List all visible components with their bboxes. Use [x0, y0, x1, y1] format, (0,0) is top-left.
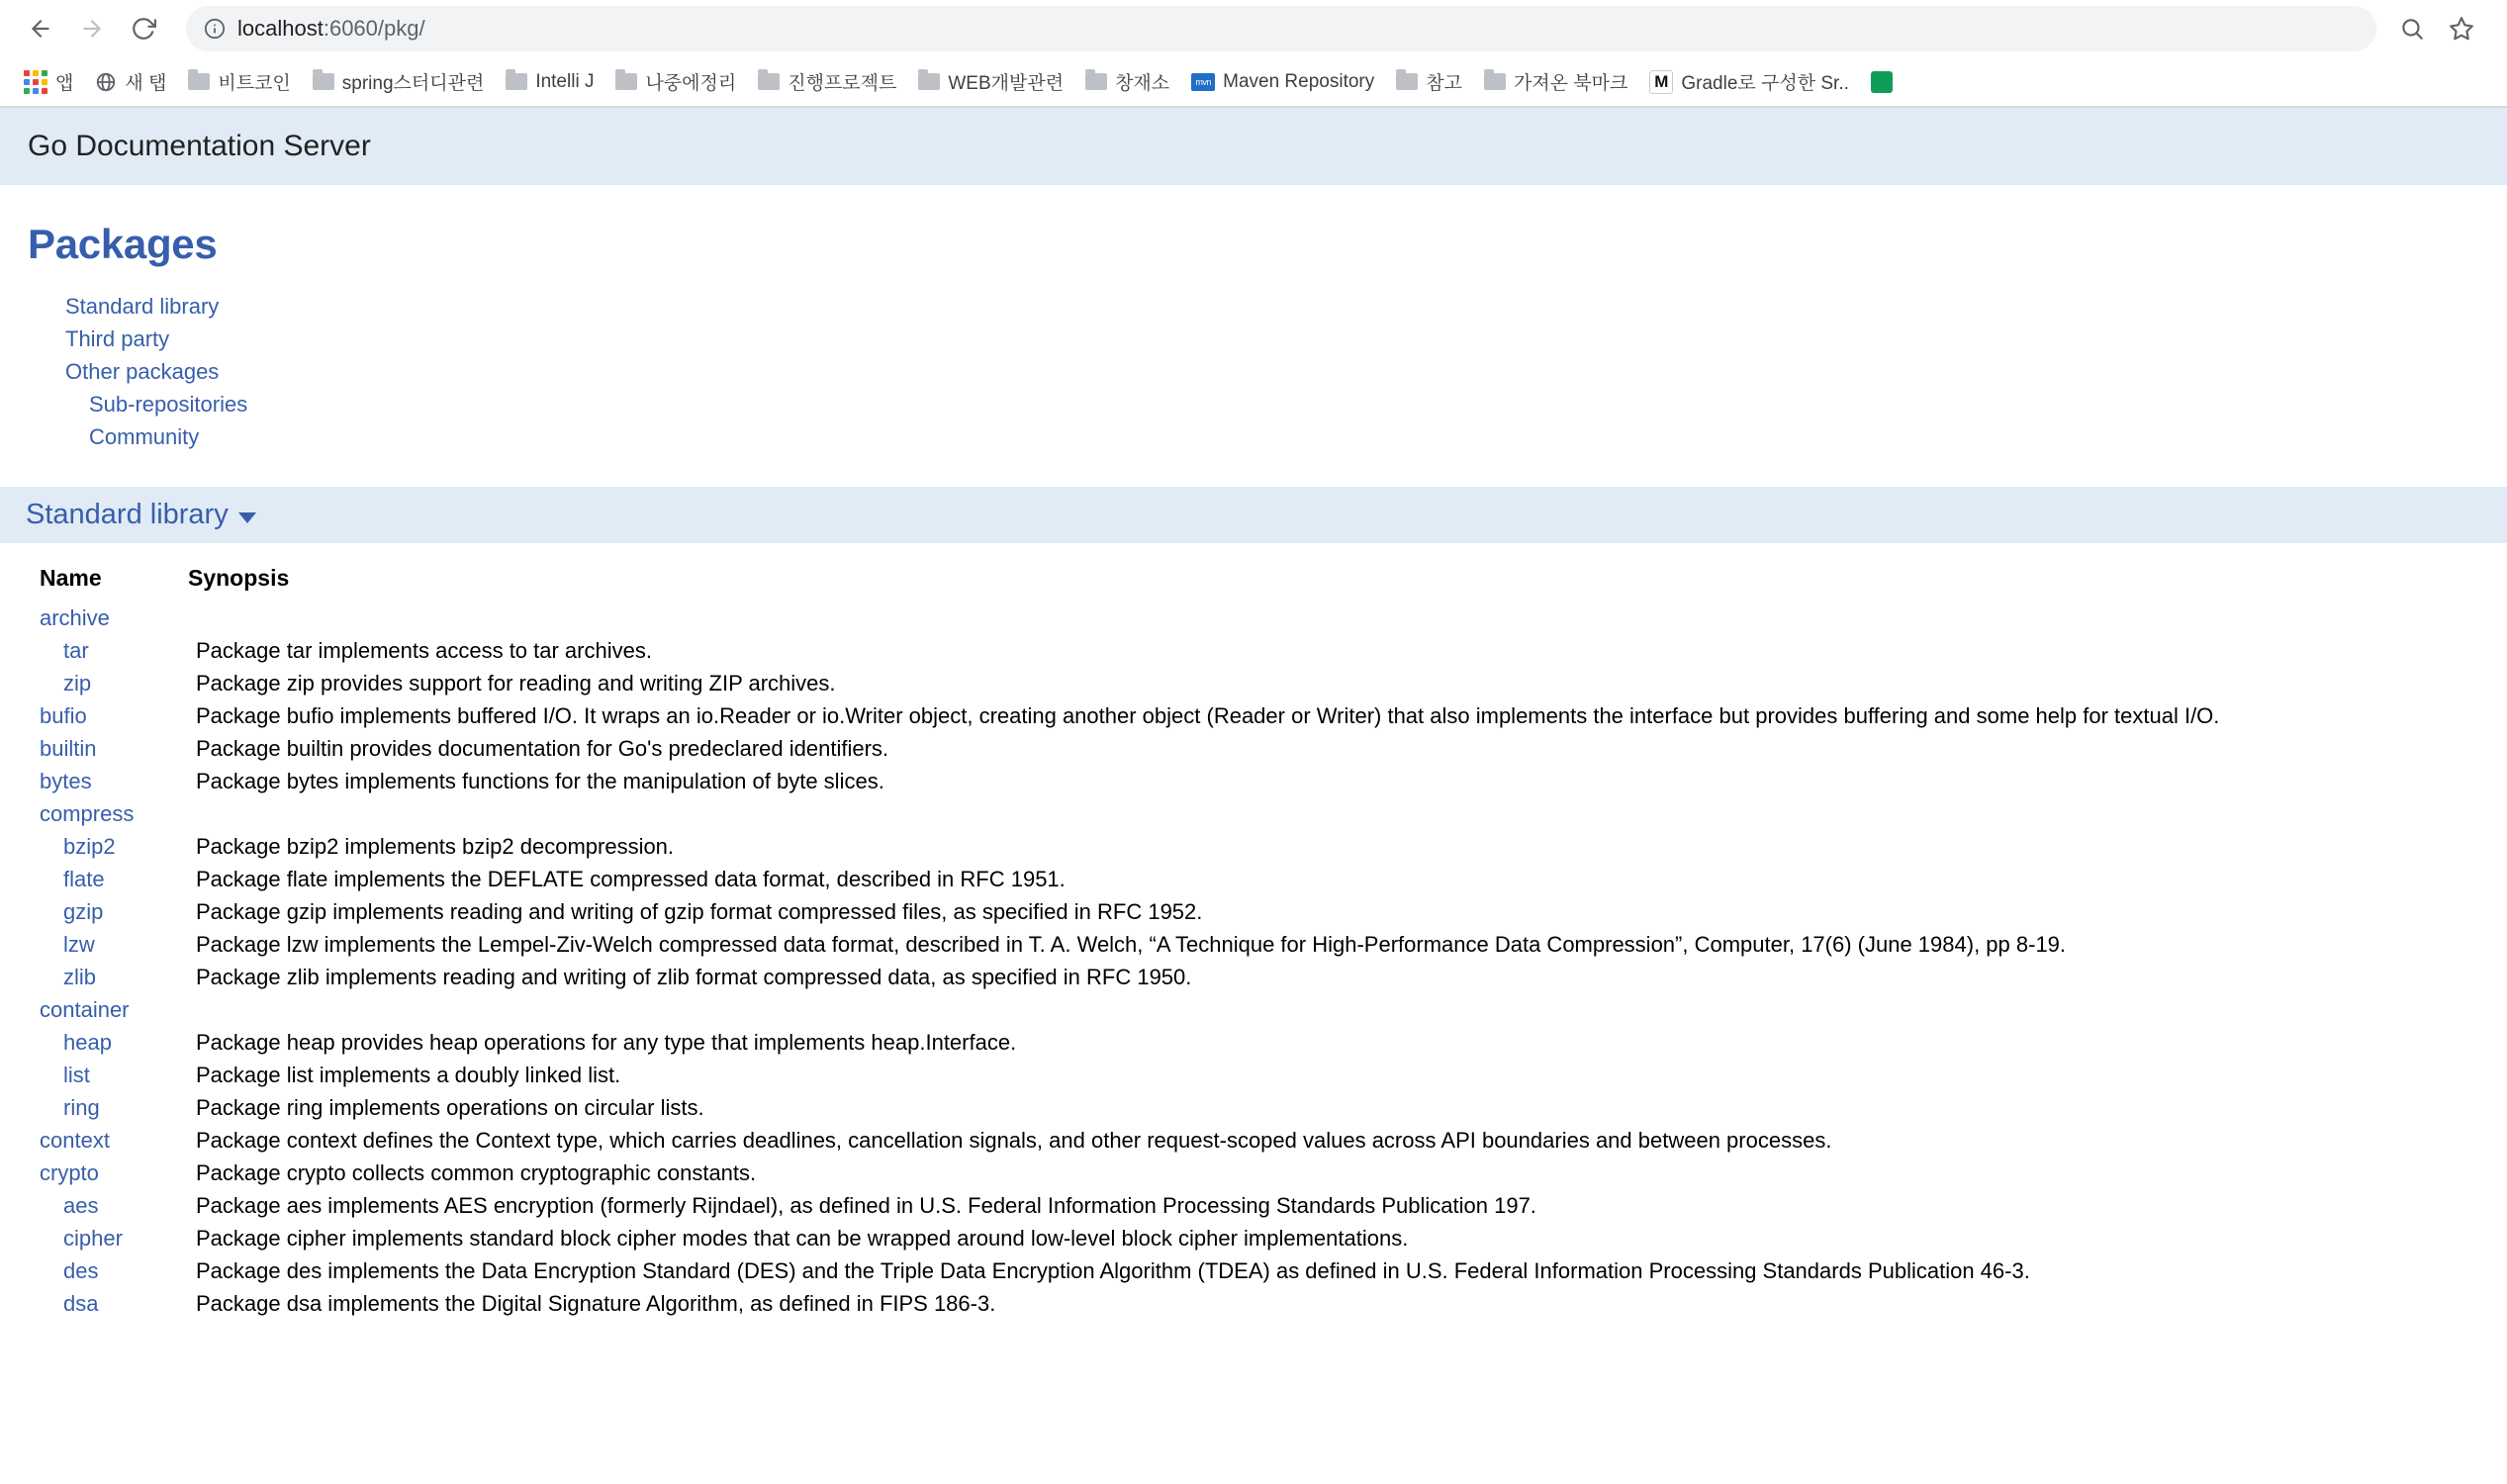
- address-bar[interactable]: [186, 6, 2376, 51]
- package-link[interactable]: context: [40, 1128, 110, 1153]
- toc-item-other-packages: [28, 355, 2479, 388]
- bookmark-folder-projects[interactable]: [748, 62, 906, 101]
- folder-icon: [1085, 73, 1107, 90]
- green-square-icon: [1871, 71, 1893, 93]
- maven-icon: mvn: [1191, 73, 1215, 91]
- bookmark-label: 비트코인: [218, 73, 291, 94]
- package-synopsis-cell: Package crypto collects common cryptographic constants.: [196, 1160, 757, 1185]
- table-row: [28, 765, 2507, 797]
- folder-icon: [188, 73, 210, 90]
- package-synopsis-cell: Package zip provides support for reading and writing ZIP archives.: [196, 671, 836, 696]
- apps-grid-icon: [24, 70, 47, 94]
- package-synopsis-cell: [188, 602, 2507, 634]
- package-synopsis-cell: Package bufio implements buffered I/O. It wraps an io.Reader or io.Writer object, creating another object (Reader or Writer) that also implements the interface but provides buffering and some help for textual I/O.: [196, 703, 2220, 728]
- toc-item-standard-library: [28, 290, 2479, 323]
- browser-chrome: [0, 0, 2507, 108]
- package-synopsis-cell: Package dsa implements the Digital Signature Algorithm, as defined in FIPS 186-3.: [196, 1291, 996, 1316]
- package-link[interactable]: gzip: [63, 899, 104, 924]
- package-link[interactable]: tar: [63, 638, 89, 663]
- bookmark-label: 나중에정리: [645, 73, 737, 94]
- page-content: [0, 108, 2507, 1320]
- bookmark-label: 앱: [55, 73, 74, 94]
- search-icon: [2399, 16, 2425, 42]
- package-name-cell: [28, 634, 188, 667]
- package-synopsis-cell: Package gzip implements reading and writing of gzip format compressed files, as specified in RFC 1952.: [196, 899, 1203, 924]
- package-synopsis-cell: Package des implements the Data Encryption Standard (DES) and the Triple Data Encryption Algorithm (TDEA) as defined in U.S. Federal Information Processing Standards Publication 46-3.: [196, 1258, 2030, 1283]
- package-link[interactable]: heap: [63, 1030, 112, 1055]
- toc-link[interactable]: Other packages: [65, 359, 220, 384]
- zoom-search-button[interactable]: [2392, 9, 2432, 48]
- bookmark-folder-changjaeso[interactable]: [1075, 62, 1179, 101]
- table-row: [28, 830, 2507, 863]
- url-host: localhost: [237, 16, 324, 41]
- section-header-standard-library[interactable]: [0, 487, 2507, 543]
- url-text: [237, 16, 425, 42]
- table-row: [28, 797, 2507, 830]
- package-link[interactable]: list: [63, 1063, 90, 1087]
- arrow-left-icon: [28, 16, 53, 42]
- toolbar-actions: [2392, 9, 2489, 48]
- package-synopsis-cell: Package bytes implements functions for the manipulation of byte slices.: [196, 769, 884, 793]
- package-link[interactable]: des: [63, 1258, 99, 1283]
- folder-icon: [313, 73, 334, 90]
- page-title: Packages: [28, 221, 218, 267]
- column-header-synopsis: Synopsis: [188, 565, 290, 591]
- folder-icon: [506, 73, 527, 90]
- bookmark-new-tab[interactable]: [85, 62, 176, 101]
- toc-item-community: [28, 420, 2479, 453]
- table-row: [28, 961, 2507, 993]
- table-row: [28, 634, 2507, 667]
- toc-link[interactable]: Sub-repositories: [89, 392, 248, 417]
- column-header-name: Name: [40, 565, 102, 591]
- package-link[interactable]: container: [40, 997, 130, 1022]
- package-synopsis-cell: Package aes implements AES encryption (formerly Rijndael), as defined in U.S. Federal Information Processing Standards Publication 197.: [196, 1193, 1536, 1218]
- caret-down-icon: [238, 512, 256, 523]
- forward-button[interactable]: [69, 6, 115, 51]
- bookmarks-bar: [0, 57, 2507, 107]
- star-icon: [2449, 16, 2474, 42]
- package-name-cell: [28, 1189, 188, 1222]
- package-link[interactable]: bufio: [40, 703, 87, 728]
- bookmark-label: 새 탭: [125, 73, 167, 94]
- folder-icon: [1484, 73, 1506, 90]
- globe-icon: [95, 71, 117, 93]
- bookmark-button[interactable]: [2442, 9, 2481, 48]
- bookmark-label: Intelli J: [535, 70, 595, 92]
- package-link[interactable]: bzip2: [63, 834, 116, 859]
- bookmark-folder-reference[interactable]: [1386, 62, 1472, 101]
- bookmark-folder-bitcoin[interactable]: [178, 62, 300, 101]
- bookmark-gradle-article[interactable]: [1639, 62, 1859, 101]
- site-title: Go Documentation Server: [28, 130, 371, 162]
- table-row: [28, 1157, 2507, 1189]
- package-synopsis-cell: Package cipher implements standard block cipher modes that can be wrapped around low-level block cipher implementations.: [196, 1226, 1409, 1251]
- package-name-cell: [28, 1254, 188, 1287]
- package-synopsis-cell: Package zlib implements reading and writing of zlib format compressed data, as specified in RFC 1950.: [196, 965, 1192, 989]
- arrow-right-icon: [79, 16, 105, 42]
- package-name-cell: [28, 732, 188, 765]
- site-header: [0, 108, 2507, 185]
- package-name-cell: [28, 830, 188, 863]
- packages-table-body: [28, 602, 2507, 1320]
- package-name-cell: [28, 863, 188, 895]
- reload-button[interactable]: [121, 6, 166, 51]
- back-button[interactable]: [18, 6, 63, 51]
- table-header-row: [28, 565, 2507, 602]
- table-row: [28, 928, 2507, 961]
- bookmark-label: 가져온 북마크: [1513, 73, 1628, 94]
- table-row: [28, 993, 2507, 1026]
- bookmark-folder-intellij[interactable]: [496, 65, 604, 99]
- package-name-cell: [28, 699, 188, 732]
- bookmark-green-site[interactable]: [1861, 65, 1910, 99]
- table-row: [28, 1222, 2507, 1254]
- package-name-cell: [28, 1287, 188, 1320]
- packages-table-head: [28, 565, 2507, 602]
- package-synopsis-cell: Package flate implements the DEFLATE compressed data format, described in RFC 1951.: [196, 867, 1066, 891]
- package-link[interactable]: bytes: [40, 769, 92, 793]
- browser-toolbar: [0, 0, 2507, 57]
- package-name-cell: [28, 1026, 188, 1059]
- bookmark-label: spring스터디관련: [341, 73, 485, 94]
- package-name-cell: [28, 961, 188, 993]
- table-row: [28, 1026, 2507, 1059]
- package-link[interactable]: zlib: [63, 965, 97, 989]
- package-link[interactable]: archive: [40, 605, 110, 630]
- site-info-icon[interactable]: [204, 18, 226, 40]
- package-synopsis-cell: [188, 797, 2507, 830]
- folder-icon: [918, 73, 940, 90]
- package-link[interactable]: dsa: [63, 1291, 99, 1316]
- bookmark-apps[interactable]: [14, 62, 83, 101]
- package-name-cell: [28, 928, 188, 961]
- toc-link[interactable]: Standard library: [65, 294, 220, 319]
- folder-icon: [758, 73, 780, 90]
- package-link[interactable]: lzw: [63, 932, 95, 957]
- toc-item-third-party: [28, 323, 2479, 355]
- bookmark-label: 창재소: [1115, 73, 1170, 94]
- bookmark-folder-web[interactable]: [908, 62, 1073, 101]
- table-of-contents: [28, 290, 2479, 453]
- bookmark-folder-spring[interactable]: [303, 62, 495, 101]
- package-link[interactable]: aes: [63, 1193, 99, 1218]
- package-name-cell: [28, 667, 188, 699]
- package-link[interactable]: ring: [63, 1095, 100, 1120]
- package-synopsis-cell: Package tar implements access to tar archives.: [196, 638, 652, 663]
- table-row: [28, 699, 2507, 732]
- medium-icon: M: [1649, 70, 1673, 94]
- package-name-cell: [28, 1124, 188, 1157]
- bookmark-maven-repository[interactable]: [1181, 65, 1384, 99]
- folder-icon: [1396, 73, 1418, 90]
- table-row: [28, 1287, 2507, 1320]
- table-row: [28, 667, 2507, 699]
- package-synopsis-cell: Package heap provides heap operations for any type that implements heap.Interface.: [196, 1030, 1017, 1055]
- folder-icon: [615, 73, 637, 90]
- bookmark-label: 진행프로젝트: [788, 73, 897, 94]
- package-name-cell: [28, 1059, 188, 1091]
- table-row: [28, 1091, 2507, 1124]
- table-row: [28, 602, 2507, 634]
- package-link[interactable]: compress: [40, 801, 135, 826]
- packages-table: [28, 565, 2507, 1320]
- package-name-cell: [28, 765, 188, 797]
- bookmark-label: Maven Repository: [1223, 70, 1375, 92]
- package-name-cell: [28, 797, 188, 830]
- package-name-cell: [28, 1157, 188, 1189]
- package-link[interactable]: flate: [63, 867, 105, 891]
- package-link[interactable]: crypto: [40, 1160, 99, 1185]
- bookmark-label: Gradle로 구성한 Sr..: [1681, 73, 1849, 94]
- toc-link[interactable]: Third party: [65, 326, 170, 351]
- table-row: [28, 895, 2507, 928]
- package-synopsis-cell: Package context defines the Context type, which carries deadlines, cancellation signals, and other request-scoped values across API boundaries and between processes.: [196, 1128, 1832, 1153]
- bookmark-label: 참고: [1426, 73, 1462, 94]
- bookmark-folder-later[interactable]: [605, 62, 746, 101]
- package-synopsis-cell: Package builtin provides documentation for Go's predeclared identifiers.: [196, 736, 889, 761]
- package-name-cell: [28, 602, 188, 634]
- package-synopsis-cell: [188, 993, 2507, 1026]
- table-row: [28, 1254, 2507, 1287]
- package-name-cell: [28, 1091, 188, 1124]
- table-row: [28, 732, 2507, 765]
- package-link[interactable]: zip: [63, 671, 92, 696]
- toc-item-sub-repositories: [28, 388, 2479, 420]
- table-row: [28, 1189, 2507, 1222]
- table-row: [28, 1124, 2507, 1157]
- package-link[interactable]: builtin: [40, 736, 97, 761]
- package-synopsis-cell: Package list implements a doubly linked list.: [196, 1063, 621, 1087]
- package-name-cell: [28, 895, 188, 928]
- url-path: :6060/pkg/: [323, 16, 425, 41]
- package-name-cell: [28, 993, 188, 1026]
- package-link[interactable]: cipher: [63, 1226, 123, 1251]
- package-name-cell: [28, 1222, 188, 1254]
- bookmark-folder-imported[interactable]: [1474, 62, 1637, 101]
- table-row: [28, 1059, 2507, 1091]
- toc-link[interactable]: Community: [89, 424, 200, 449]
- content-area: [0, 221, 2507, 1320]
- package-synopsis-cell: Package bzip2 implements bzip2 decompression.: [196, 834, 675, 859]
- bookmark-label: WEB개발관련: [948, 73, 1065, 94]
- package-synopsis-cell: Package ring implements operations on circular lists.: [196, 1095, 704, 1120]
- package-synopsis-cell: Package lzw implements the Lempel-Ziv-Welch compressed data format, described in T. A. Welch, “A Technique for High-Performance Data Compression”, Computer, 17(6) (June 1984), pp 8-19.: [196, 932, 2067, 957]
- section-title: Standard library: [26, 499, 229, 530]
- table-row: [28, 863, 2507, 895]
- reload-icon: [131, 16, 156, 42]
